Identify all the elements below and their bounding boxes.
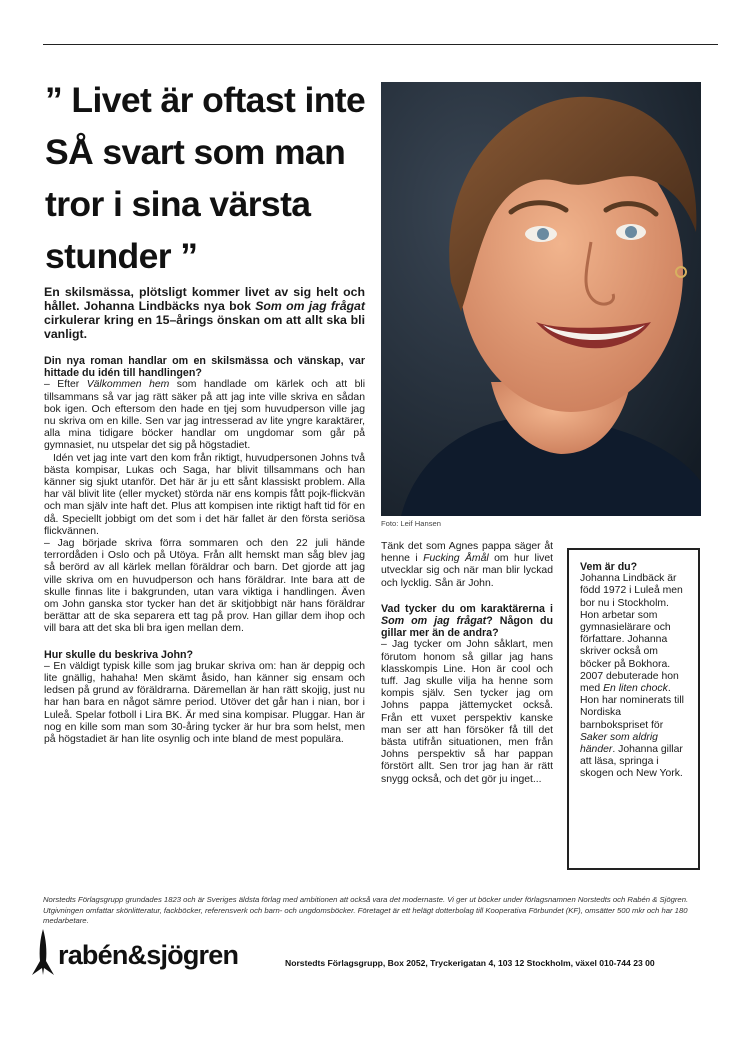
- book-title: Saker som aldrig händer: [580, 731, 658, 756]
- fact-box: [567, 548, 700, 870]
- fact-box-text: [580, 573, 688, 780]
- headline-line-1: ” Livet är oftast inte: [45, 80, 366, 120]
- answer-text: om hur livet utvecklar sig och när man blir lyckad och lycklig. Sån är John.: [381, 553, 553, 589]
- headline-line-2: SÅ svart som man: [45, 132, 346, 172]
- fact-text: Johanna Lindbäck är född 1972 i Luleå men bor nu i Stockholm. Hon arbetar som gymnasielärare och författare. Johanna skriver också om böcker på Bokhora. 2007 debuterade hon med: [580, 573, 683, 695]
- portrait-illustration: [381, 82, 701, 516]
- interview-column-right: [381, 541, 553, 786]
- logo-rocket-icon: [30, 929, 56, 975]
- publisher-address: Norstedts Förlagsgrupp, Box 2052, Tryckerigatan 4, 103 12 Stockholm, växel 010-744 23 00: [285, 958, 655, 968]
- publisher-note: Norstedts Förlagsgrupp grundades 1823 och är Sveriges äldsta förlag med ambitionen att också vara det modernaste. Vi ger ut böcker under förlagsnamnen Norstedts och Rabén & Sjögren. Utgivningen omfattar skönlitteratur, fackböcker, referensverk och barn- och ungdomsböcker. Företaget är ett helägt dotterbolag till Kooperativa Förbundet (KF), omsätter 500 mkr och har 180 medarbetare.: [43, 895, 689, 925]
- book-title: En liten chock: [603, 683, 668, 695]
- answer-continued: [381, 541, 553, 590]
- photo-caption: Foto: Leif Hansen: [381, 519, 441, 528]
- answer-text: – Efter: [44, 379, 87, 391]
- fact-text: . Johanna gillar att läsa, springa i skogen och New York.: [580, 744, 683, 780]
- book-title: Som om jag frågat: [381, 615, 487, 628]
- answer-text: Tänk det som Agnes pappa säger åt henne i: [381, 541, 553, 565]
- question-idea: Din nya roman handlar om en skilsmässa och vänskap, var hittade du idén till handlingen?: [44, 355, 365, 380]
- answer-idea-p1: [44, 379, 365, 452]
- lead-text-end: cirkulerar kring en 15–årings önskan om att allt ska bli vanligt.: [44, 313, 365, 341]
- answer-characters: – Jag tycker om John såklart, men förutom honom så gillar jag hans klasskompis Line. Hon är cool och tuff. Jag skulle vilja ha henne som kompis själv. Sen tycker jag om Johns pappa jättemycket också. Från ett vuxet perspektiv kanske man ser att han försöker få till det bästa utifrån situationen, men från Johns perspektiv så har pappan förstört allt. Sen tror jag han är rätt snygg också, och det gör ju inget...: [381, 639, 553, 785]
- logo-wordmark: rabén&sjögren: [58, 940, 239, 970]
- answer-john: – En väldigt typisk kille som jag brukar skriva om: han är deppig och lite gnällig, hahaha! Men skämt åsido, han känner sig ensam och ledsen på grund av föräldrarna. Däremellan är han rätt skojig, just nu har han bara en något sämre period. Utöver det går han i nian, bor i Luleå. Spelar fotboll i Lira BK. Är med sina kompisar. Pluggar. Han är nog en kille som man som 30-åring tycker är hur bra som helst, men på högstadiet är han lite osynlig och inte bland de mest populära.: [44, 660, 365, 746]
- headline-line-3: tror i sina värsta: [45, 184, 311, 224]
- question-characters: [381, 603, 553, 640]
- top-rule: [43, 44, 718, 45]
- headline-line-4: stunder ”: [45, 236, 198, 276]
- question-text: Vad tycker du om karaktärerna i: [381, 602, 553, 615]
- interview-column-left: [44, 355, 365, 746]
- answer-idea-p3: – Jag började skriva förra sommaren och den 22 juli hände terrordåden i Oslo och på Utöya. Från allt hemskt man såg blev jag så berörd av all kärlek mellan föräldrar och barn. Det gjorde att jag ville skriva om en huvudperson och hans föräldrar. Inte bara att de skulle finnas lite i bakgrunden, utan vara viktiga i handlingen. Även om John ganska stor tycker han det är skitjobbigt när hans föräldrar berättar att de ska separera ett tag på prov. Han gillar dem ihop och vill bara att det ska bli bra igen mellan dem.: [44, 538, 365, 635]
- question-text: ? Någon du gillar mer än de andra?: [381, 615, 553, 640]
- publisher-logo: [30, 929, 238, 975]
- book-title: Välkommen hem: [86, 379, 170, 391]
- answer-idea-p2: Idén vet jag inte vart den kom från riktigt, huvudpersonen Johns två bästa kompisar, Lukas och Saga, har blivit tillsammans och han känner sig sjukt utanför. Det här är ju ett sånt klassiskt problem. Alla har väl blivit lite (eller mycket) störda när ens kompis fått pojk-flickvän och man själv inte haft det. Plus att kompisen inte riktigt haft tid för en då. Speciellt jobbigt om det som i det här fallet är den första seriösa flickvännen.: [44, 452, 365, 537]
- question-john: Hur skulle du beskriva John?: [44, 648, 194, 661]
- author-portrait-photo: [381, 82, 701, 516]
- fact-text: . Hon har nominerats till Nordiska barnbokspriset för: [580, 683, 684, 731]
- film-title: Fucking Åmål: [423, 553, 489, 565]
- lead-paragraph: [44, 285, 365, 341]
- answer-text: som handlade om kärlek och att bli tillsammans så var jag rätt säker på att jag inte ville skriva en sådan bok igen. Och eftersom den hade en tjej som huvudperson ville jag nu skriva om en kille. Sen var jag intresserad av lite yngre karaktärer, alla mina tidigare böcker handlar om ungdomar som går på gymnasiet, nu utspelar det sig på högstadiet.: [44, 379, 366, 452]
- fact-box-title: Vem är du?: [580, 561, 638, 573]
- headline: [45, 74, 375, 282]
- lead-book-title: Som om jag frågat: [255, 299, 365, 313]
- lead-text: En skilsmässa, plötsligt kommer livet av sig helt och hållet. Johanna Lindbäcks nya bok: [44, 285, 365, 313]
